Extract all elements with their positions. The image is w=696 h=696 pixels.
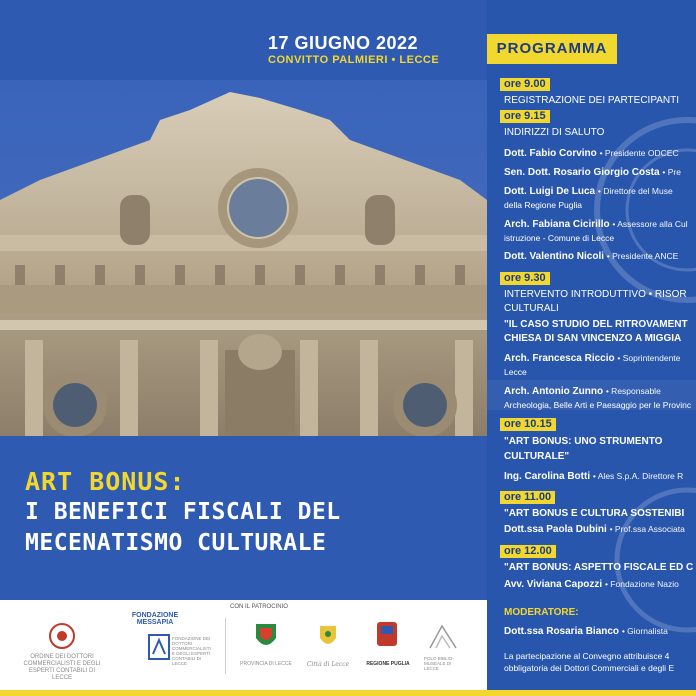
program-talk-title: "IL CASO STUDIO DEL RITROVAMENT	[504, 319, 688, 330]
polo-name: POLO BIBLIO-MUSEALE DI LECCE	[424, 656, 454, 671]
speaker-role: • Direttore del Muse	[597, 186, 673, 196]
moderator-line	[504, 626, 668, 637]
program-heading: INDIRIZZI DI SALUTO	[504, 127, 605, 138]
provincia-crest	[254, 620, 278, 657]
speaker-role: • Ales S.p.A. Direttore R	[592, 471, 684, 481]
time-badge: ore 10.15	[500, 418, 556, 431]
speaker-name: Sen. Dott. Rosario Giorgio Costa	[504, 167, 660, 178]
speaker-line	[504, 524, 685, 535]
moderator-name: Dott.ssa Rosaria Bianco	[504, 626, 620, 637]
odcec-name: ORDINE DEI DOTTORI COMMERCIALISTI E DEGLI ESPERTI CONTABILI DI LECCE	[23, 654, 101, 681]
speaker-role-cont: della Regione Puglia	[504, 200, 582, 210]
program-talk-title: "ART BONUS: UNO STRUMENTO	[504, 436, 663, 447]
speaker-role: • Assessore alla Cul	[612, 219, 688, 229]
program-talk-title: CULTURALE"	[504, 451, 570, 462]
event-venue: CONVITTO PALMIERI • LECCE	[268, 54, 440, 66]
speaker-line	[504, 353, 680, 364]
program-talk-title: CHIESA DI SAN VINCENZO A MIGGIA	[504, 333, 682, 344]
speaker-role-cont: Archeologia, Belle Arti e Paesaggio per le Provinc	[504, 400, 692, 410]
event-date: 17 GIUGNO 2022	[268, 33, 419, 53]
time-badge: ore 12.00	[500, 545, 556, 558]
moderator-role: • Giornalista	[621, 626, 668, 636]
note-line: obbligatoria dei Dottori Commerciali e degli E	[504, 663, 675, 673]
speaker-role: • Soprintendente	[617, 353, 681, 363]
messapia-subtitle: FONDAZIONE DEI DOTTORI COMMERCIALISTI E DEGLI ESPERTI CONTABILI DI LECCE	[172, 636, 211, 666]
speaker-role: • Responsable	[605, 386, 661, 396]
bottom-accent-stripe	[0, 690, 696, 696]
speaker-role-cont: Lecce	[504, 367, 527, 377]
title-line-1: ART BONUS:	[25, 467, 186, 496]
citta-crest	[318, 622, 338, 655]
speaker-line	[504, 219, 688, 230]
speaker-line	[504, 148, 679, 159]
program-talk-title: "ART BONUS E CULTURA SOSTENIBI	[504, 508, 685, 519]
speaker-line	[504, 186, 673, 197]
speaker-line	[504, 167, 681, 178]
program-talk-title: "ART BONUS: ASPETTO FISCALE ED C	[504, 562, 694, 573]
basilica-facade-image	[0, 80, 487, 436]
time-badge: ore 9.15	[500, 110, 550, 123]
time-badge: ore 9.30	[500, 272, 550, 285]
divider	[225, 618, 226, 674]
speaker-name: Dott. Fabio Corvino	[504, 148, 597, 159]
speaker-name: Arch. Francesca Riccio	[504, 353, 615, 364]
speaker-name: Avv. Viviana Capozzi	[504, 579, 603, 590]
program-line: INTERVENTO INTRODUTTIVO • RISOR	[504, 289, 687, 300]
sponsor-footer	[0, 600, 487, 690]
speaker-name: Arch. Antonio Zunno	[504, 386, 604, 397]
messapia-logo	[148, 634, 170, 665]
program-line: REGISTRAZIONE DEI PARTECIPANTI	[504, 95, 680, 106]
speaker-line	[504, 579, 679, 590]
speaker-role: • Fondazione Nazio	[604, 579, 679, 589]
title-line-3: MECENATISMO CULTURALE	[25, 530, 327, 556]
regione-name: REGIONE PUGLIA	[366, 661, 410, 667]
speaker-name: Dott. Luigi De Luca	[504, 186, 596, 197]
speaker-line	[504, 386, 661, 397]
programma-badge: PROGRAMMA	[487, 34, 617, 64]
speaker-role: • Presidente ODCEC	[599, 148, 679, 158]
speaker-role: • Prof.ssa Associata	[609, 524, 685, 534]
patrocinio-label: CON IL PATROCINIO	[230, 604, 288, 610]
speaker-name: Dott. Valentino Nicoli	[504, 251, 605, 262]
speaker-role: • Presidente ANCE	[606, 251, 679, 261]
citta-name: Città di Lecce	[306, 661, 350, 668]
time-badge: ore 11.00	[500, 491, 555, 504]
odcec-logo	[48, 622, 76, 655]
time-badge: ore 9.00	[500, 78, 550, 91]
moderator-label: MODERATORE:	[504, 607, 579, 618]
title-line-2: I BENEFICI FISCALI DEL	[25, 499, 341, 525]
speaker-name: Ing. Carolina Botti	[504, 471, 591, 482]
speaker-role: • Pre	[662, 167, 681, 177]
provincia-name: PROVINCIA DI LECCE	[240, 661, 292, 667]
speaker-name: Arch. Fabiana Cicirillo	[504, 219, 610, 230]
polo-logo	[428, 624, 458, 655]
messapia-title: FONDAZIONE MESSAPIA	[131, 612, 179, 626]
note-line: La partecipazione al Convegno attribuisce 4	[504, 651, 670, 661]
speaker-name: Dott.ssa Paola Dubini	[504, 524, 607, 535]
speaker-line	[504, 251, 678, 262]
program-line: CULTURALI	[504, 303, 559, 314]
speaker-role-cont: istruzione - Comune di Lecce	[504, 233, 615, 243]
speaker-line	[504, 471, 683, 482]
regione-crest	[375, 620, 399, 657]
